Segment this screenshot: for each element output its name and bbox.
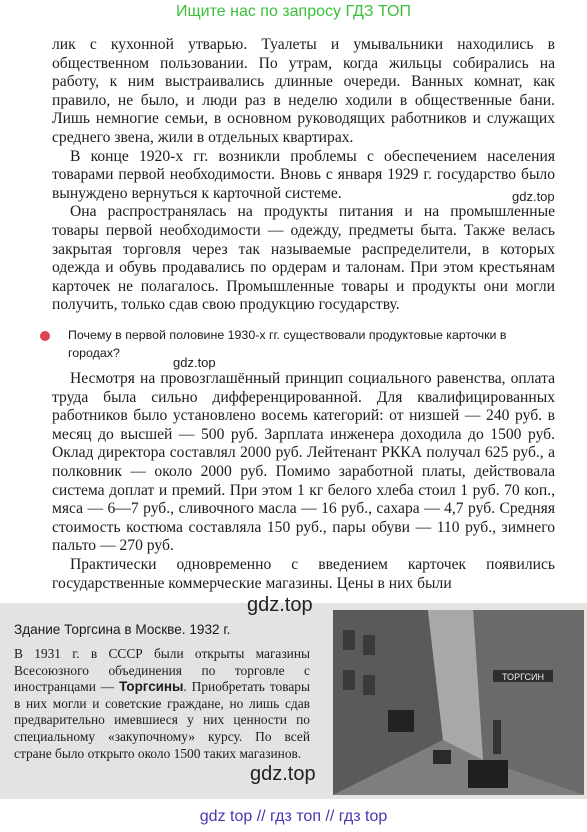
photo-sign-text: ТОРГСИН (501, 672, 545, 682)
watermark-2: gdz.top (173, 355, 216, 370)
info-text-b: . Приобретать товары в них могли и советские граждане, но лишь сдав предварительно имевшиеся у них ценности по специальному «закупочному» курсу. По всей стране было открыто около 1500 таких магазинов. (14, 679, 310, 761)
paragraph-2: В конце 1920-х гг. возникли проблемы с обеспечением населения товарами первой необходимости. Вновь с января 1929 г. государство было вынуждено вернуться к карточной системе. (52, 147, 555, 202)
review-question: Почему в первой половине 1930-х гг. существовали продуктовые карточки в городах? (68, 328, 507, 360)
main-text-2 (52, 370, 555, 593)
paragraph-1: лик с кухонной утварью. Туалеты и умывальники находились в общественном пользовании. По утрам, когда жильцы собирались на работу, к ним выстраивались длинные очереди. Ванных комнат, как правило, не было, и люди раз в неделю ходили в общественные бани. Лишь немногие семьи, в основном руководящих работников и служащих среднего звена, жили в отдельных квартирах. (52, 36, 555, 146)
watermark-4: gdz.top (250, 763, 316, 785)
paragraph-5: Практически одновременно с введением карточек появились государственные коммерческие магазины. Цены в них были (52, 555, 555, 592)
info-text-bold: Торгсины (119, 679, 184, 695)
watermark-1: gdz.top (512, 189, 555, 204)
watermark-3: gdz.top (247, 594, 313, 616)
paragraph-3: Она распространялась на продукты питания и на промышленные товары первой необходимости — одежду, предметы быта. Также велась закрытая торговля через так называемые распределители, в которых одежда и обувь продавались по ордерам и талонам. При этом крестьянам карточек не полагалось. Промышленные товары и продукты они могли получить, только сдав свою продукцию государству. (52, 203, 555, 314)
info-text-a: В 1931 г. в СССР были открыты магазины Всесоюзного объединения по торговле с иностранцами — (14, 646, 310, 695)
main-text (52, 36, 555, 315)
torgsin-photo (333, 610, 584, 795)
street-photo-illustration (333, 610, 584, 795)
footer-banner: gdz top // гдз топ // гдз top (199, 808, 388, 825)
info-box-text (14, 646, 310, 762)
paragraph-4: Несмотря на провозглашённый принцип социального равенства, оплата труда была сильно дифференцированной. Для квалифицированных работников было установлено восемь категорий: от низшей — 240 руб. в месяц до высшей — 500 руб. Зарплата инженера доходила до 1500 руб. Оклад директора составлял 2000 руб. Лейтенант РККА получал 625 руб., а полковник — около 2000 руб. Помимо заработной платы, действовала система доплат и премий. При этом 1 кг белого хлеба стоил 1 руб. 70 коп., мяса — 6—7 руб., сливочного масла — 16 руб., сахара — 4,7 руб. Средняя стоимость костюма составляла 150 руб., пары обуви — 110 руб., зимнего пальто — 270 руб. (52, 370, 555, 555)
question-marker-icon (40, 331, 50, 341)
info-box-title: Здание Торгсина в Москве. 1932 г. (14, 622, 231, 637)
top-banner: Ищите нас по запросу ГДЗ ТОП (176, 3, 411, 20)
